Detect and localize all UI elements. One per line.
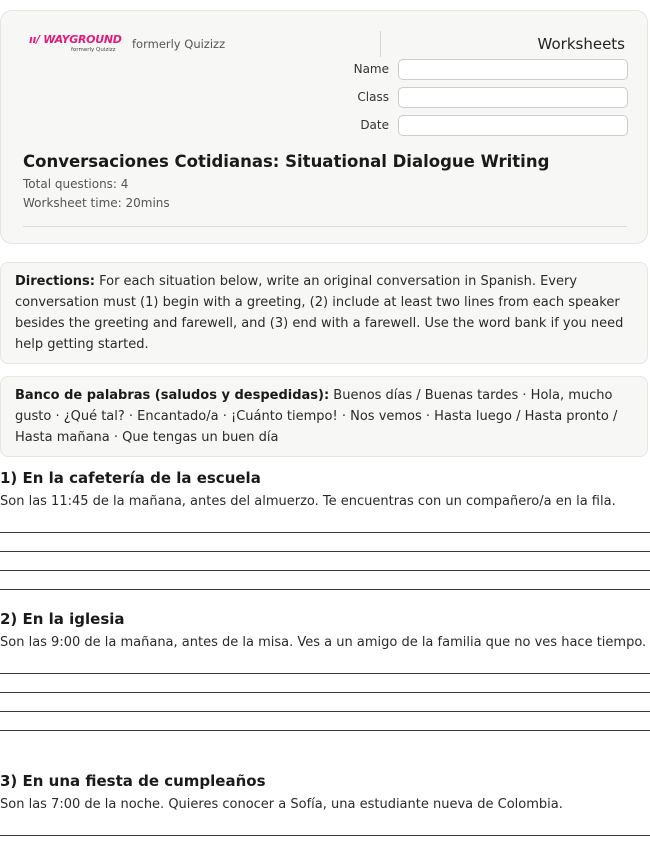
word-bank-box (0, 376, 648, 457)
directions-text: For each situation below, write an original conversation in Spanish. Every conversation must (1) begin with a greeting, (2) include at least two lines from each speaker besides the greeting and farewell, and (3) end with a farewell. Use the word bank if you need help getting started. (15, 274, 624, 352)
date-label: Date (360, 118, 389, 132)
worksheets-label: Worksheets (537, 35, 625, 53)
class-label: Class (357, 90, 389, 104)
header-divider (380, 31, 381, 57)
date-input[interactable] (398, 115, 628, 136)
word-bank-label: Banco de palabras (saludos y despedidas): (15, 388, 330, 403)
answer-line[interactable] (0, 570, 650, 571)
header-bottom-divider (23, 226, 627, 227)
logo-subtext: formerly Quizizz (71, 47, 116, 53)
answer-line[interactable] (0, 835, 650, 836)
answer-line[interactable] (0, 711, 650, 712)
directions-label: Directions: (15, 274, 95, 289)
worksheet-title: Conversaciones Cotidianas: Situational Dialogue Writing (23, 152, 550, 171)
answer-line[interactable] (0, 589, 650, 590)
answer-line[interactable] (0, 551, 650, 552)
logo-wordmark: ıı/ WAYGROUND (29, 33, 122, 46)
total-questions: Total questions: 4 (23, 177, 129, 191)
question-3-title: 3) En una fiesta de cumpleaños (0, 772, 266, 790)
question-2-title: 2) En la iglesia (0, 610, 125, 628)
answer-line[interactable] (0, 532, 650, 533)
question-1-title: 1) En la cafetería de la escuela (0, 469, 261, 487)
question-2-prompt: Son las 9:00 de la mañana, antes de la misa. Ves a un amigo de la familia que no ves hace tiempo. (0, 635, 647, 650)
class-input[interactable] (398, 87, 628, 108)
question-3-prompt: Son las 7:00 de la noche. Quieres conocer a Sofía, una estudiante nueva de Colombia. (0, 797, 563, 812)
answer-line[interactable] (0, 673, 650, 674)
formerly-label: formerly Quizizz (132, 37, 226, 51)
word-bank-text: Buenos días / Buenas tardes · Hola, mucho gusto · ¿Qué tal? · Encantado/a · ¡Cuánto tiempo! · Nos vemos · Hasta luego / Hasta pronto / Hasta mañana · Que tengas un buen día (15, 388, 618, 445)
date-field-row (301, 115, 629, 137)
directions-box (0, 262, 648, 364)
worksheet-time: Worksheet time: 20mins (23, 196, 170, 210)
answer-line[interactable] (0, 692, 650, 693)
class-field-row (301, 87, 629, 109)
wayground-logo (29, 33, 122, 65)
name-field-row (301, 59, 629, 81)
name-input[interactable] (398, 59, 628, 80)
answer-line[interactable] (0, 730, 650, 731)
name-label: Name (353, 62, 389, 76)
worksheet-header (0, 10, 648, 244)
question-1-prompt: Son las 11:45 de la mañana, antes del almuerzo. Te encuentras con un compañero/a en la fila. (0, 494, 616, 509)
